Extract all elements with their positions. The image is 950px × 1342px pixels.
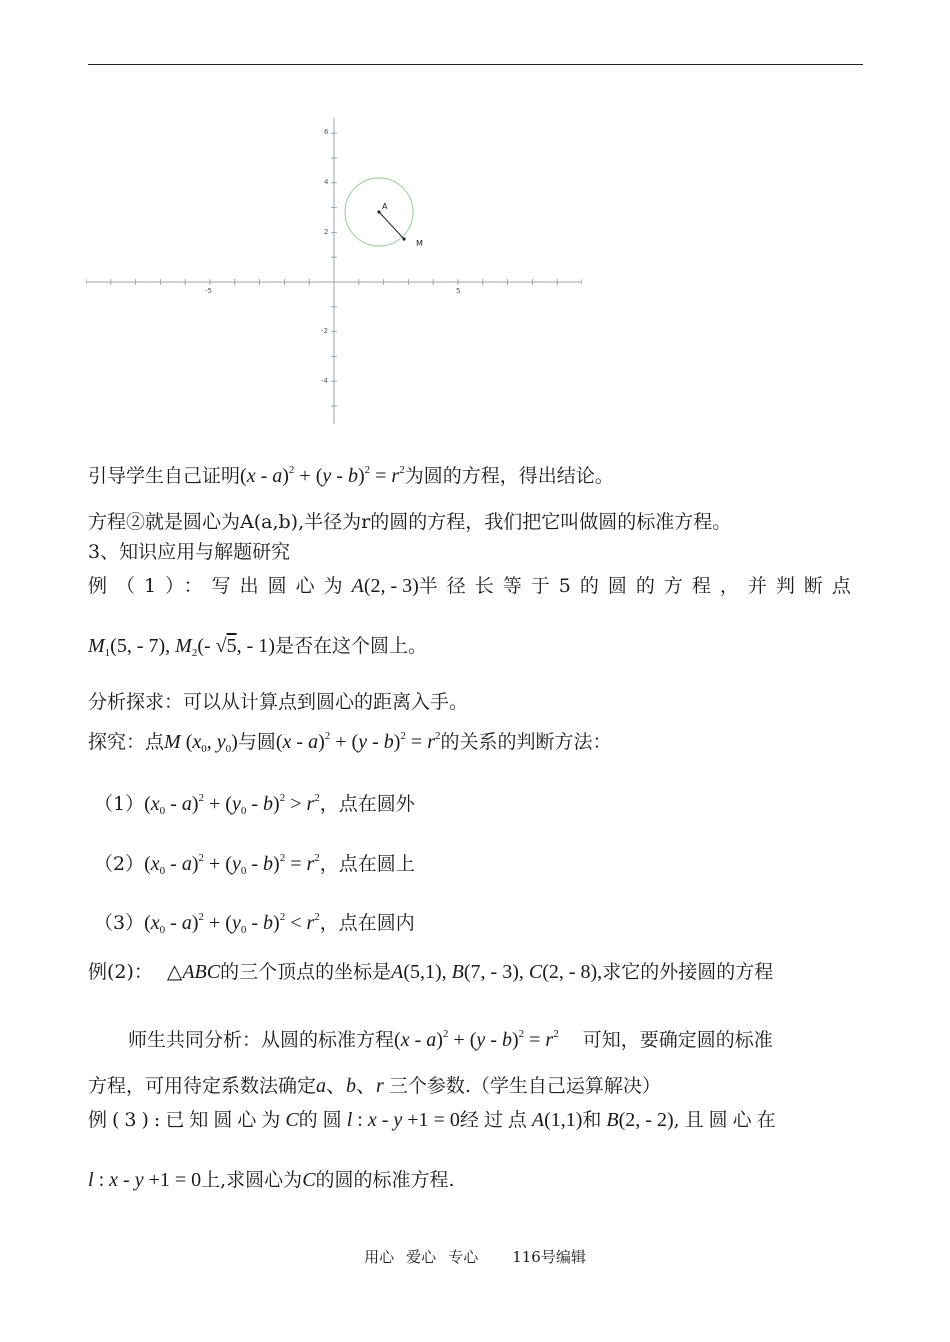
- point-m-label: M: [416, 239, 423, 248]
- section-heading: 3、知识应用与解题研究: [88, 541, 291, 563]
- y-tick-neg2: -2: [321, 327, 328, 335]
- y-tick-4: 4: [324, 178, 329, 186]
- co-analysis: 师生共同分析：从圆的标准方程$(x - a)^2 + (y - b)^2 = r^2$ 可知，要确定圆的标准: [128, 1028, 773, 1051]
- analysis: 分析探求：可以从计算点到圆心的距离入手。: [88, 691, 469, 713]
- header-rule: [88, 64, 863, 65]
- point-a-label: A: [382, 202, 388, 211]
- y-tick-neg4: -4: [321, 377, 328, 385]
- y-tick-6: 6: [324, 128, 329, 136]
- coordinate-graph: [86, 118, 582, 424]
- page-footer: 用心 爱心 专心 116号编辑: [364, 1248, 586, 1266]
- undetermined-coeff: 方程，可用待定系数法确定a、b、r 三个参数.（学生自己运算解决）: [88, 1075, 661, 1097]
- example-3: 例(3):已知圆心为C的圆l : x - y +1 = 0经过点A(1,1)和B(2, - 2),且圆心在: [88, 1109, 781, 1131]
- y-tick-2: 2: [324, 228, 329, 236]
- line-standard-def: 方程②就是圆心为A(a,b),半径为r的圆的方程，我们把它叫做圆的标准方程。: [88, 511, 732, 533]
- explore: 探究：点M ($x_0$, $y_0$)与圆$(x - a)^2 + (y - b)^2 = r^2$的关系的判断方法：: [88, 730, 612, 755]
- example-3-cont: l : x - y +1 = 0上,求圆心为C的圆的标准方程.: [88, 1169, 455, 1191]
- x-tick-neg5: -5: [205, 287, 212, 295]
- eq-standard: $(x - a)^2 + (y - b)^2 = r^2$: [240, 464, 405, 487]
- example-2: 例(2)： △ABC的三个顶点的坐标是A(5,1), B(7, - 3), C(2, - 8),求它的外接圆的方程: [88, 961, 774, 983]
- point-m-dot: [402, 237, 405, 240]
- radius-am: [379, 212, 404, 239]
- point-a-dot: [377, 210, 380, 213]
- case-outside: $(1)(x_0 - a)^2 + (y_0 - b)^2 > r^2$，点在圆外: [94, 792, 415, 817]
- x-tick-5: 5: [456, 287, 461, 295]
- example-1: 例（1）：写出圆心为A(2, - 3)半径长等于5的圆的方程，并判断点: [88, 575, 860, 597]
- case-inside: $(3)(x_0 - a)^2 + (y_0 - b)^2 < r^2$，点在圆内: [94, 911, 415, 936]
- line-prove: 引导学生自己证明$(x - a)^2 + (y - b)^2 = r^2$为圆的方程，得出结论。: [88, 464, 614, 487]
- example-1-points: $M_1(5$, - 7), $M_2(-$ √5, - 1)是否在这个圆上。: [88, 635, 427, 659]
- case-on: $(2)(x_0 - a)^2 + (y_0 - b)^2 = r^2$，点在圆上: [94, 852, 415, 877]
